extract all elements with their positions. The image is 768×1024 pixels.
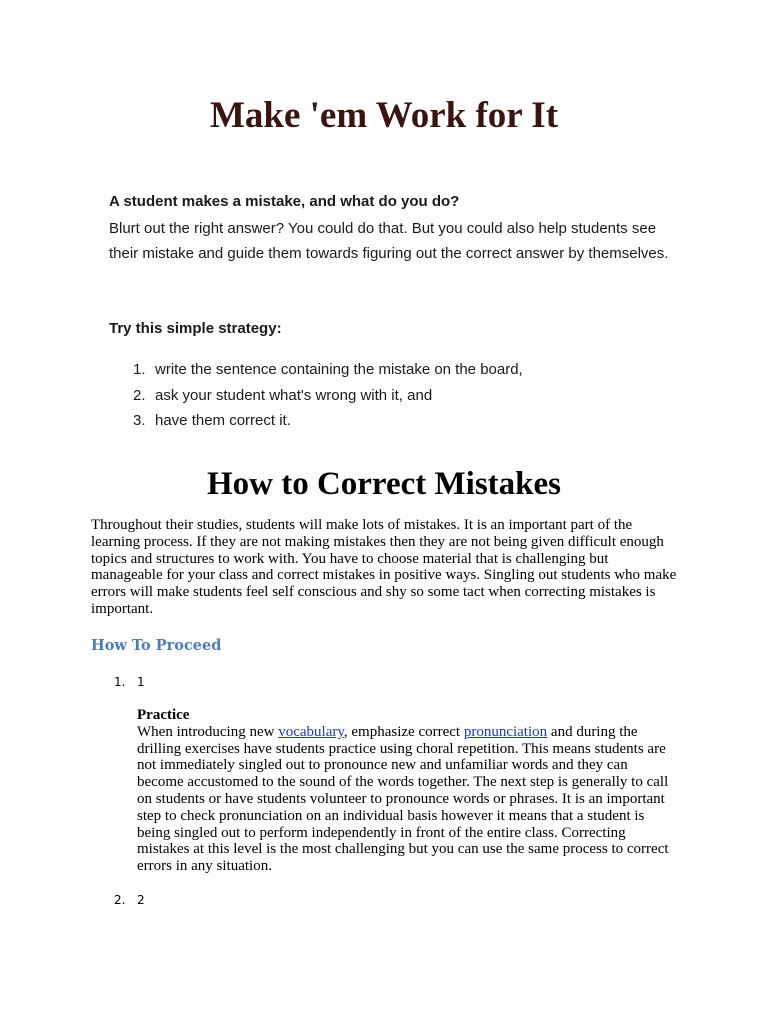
practice-block <box>137 707 677 875</box>
practice-text-part: When introducing new <box>137 723 279 740</box>
practice-heading: Practice <box>137 707 190 723</box>
step-text: ask your student what's wrong with it, and <box>155 386 433 404</box>
pronunciation-link[interactable]: pronunciation <box>463 723 548 740</box>
numbered-item <box>114 674 145 690</box>
practice-text-part: , emphasize correct <box>343 723 464 740</box>
strategy-steps-list <box>110 360 523 437</box>
practice-text-part: and during the drilling exercises have students practice using choral repetition. This means students are not immediately singled out to pronounce new and unfamiliar words and they can become accustomed to the sound of the words together. The next step is generally to call on students or have students volunteer to pronounce words or phrases. It is an important step to check pronunciation on an individual basis however it means that a student is being singled out to perform independently in front of the entire class. Correcting mistakes at this level is the most challenging but you can use the same process to correct errors in any situation. <box>137 723 669 875</box>
practice-text <box>137 724 677 875</box>
step-number: 3. <box>133 412 146 429</box>
item-number: 2. <box>114 893 126 907</box>
item-number: 1. <box>114 675 126 689</box>
step-text: have them correct it. <box>155 412 291 429</box>
strategy-step <box>110 386 523 412</box>
step-text: write the sentence containing the mistake on the board, <box>155 361 523 378</box>
page-title: Make 'em Work for It <box>209 95 559 136</box>
question-line: A student makes a mistake, and what do you do? <box>109 193 460 210</box>
strategy-label: Try this simple strategy: <box>109 320 282 337</box>
mistakes-paragraph: Throughout their studies, students will make lots of mistakes. It is an important part of the learning process. If they are not making mistakes then they are not being given difficult enough topics and structures to work with. You have to choose material that is challenging but manageable for your class and correct mistakes in positive ways. Singling out students who make errors will make students feel self conscious and shy so some tact when correcting mistakes is important. <box>91 517 677 617</box>
step-number: 1. <box>133 361 146 378</box>
how-to-proceed-heading: How To Proceed <box>91 637 222 654</box>
item-label: 2 <box>137 893 145 907</box>
strategy-step <box>110 411 523 437</box>
vocabulary-link[interactable]: vocabulary <box>278 723 344 740</box>
intro-paragraph: Blurt out the right answer? You could do that. But you could also help students see their mistake and guide them towards figuring out the correct answer by themselves. <box>109 220 669 262</box>
section-title: How to Correct Mistakes <box>206 466 562 502</box>
item-label: 1 <box>137 675 145 689</box>
step-number: 2. <box>133 386 146 404</box>
strategy-step <box>110 360 523 386</box>
numbered-item <box>114 892 145 908</box>
